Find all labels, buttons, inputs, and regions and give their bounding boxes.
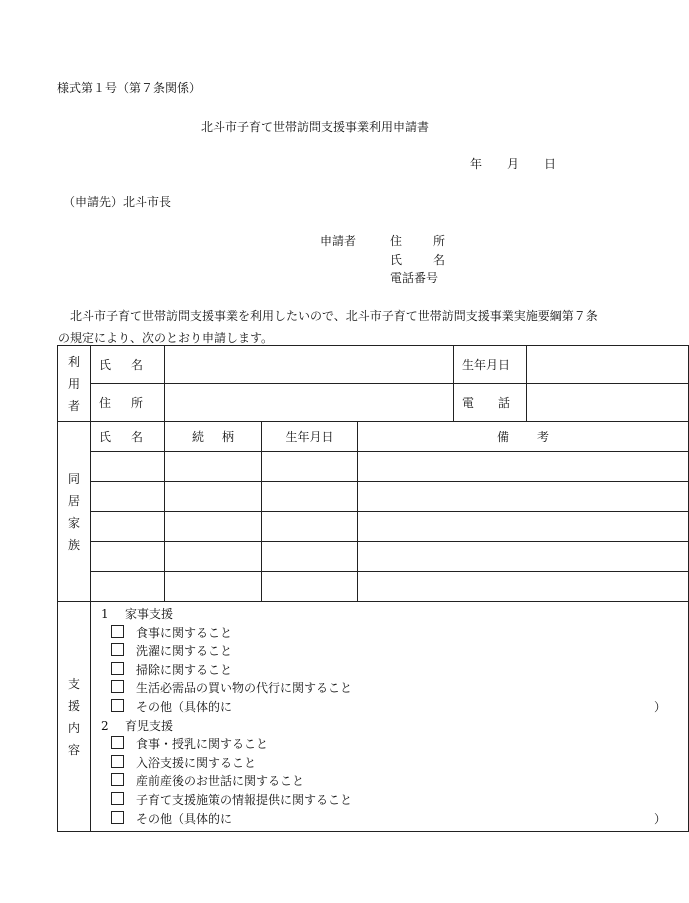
- family-header-remarks: 備 考: [358, 422, 689, 452]
- family-relation-cell[interactable]: [165, 512, 262, 542]
- user-phone-label: 電 話: [454, 384, 527, 422]
- user-section-label: 利 用 者: [58, 346, 91, 422]
- user-birth-label: 生年月日: [454, 346, 527, 384]
- user-name-field[interactable]: [165, 346, 454, 384]
- family-row: [58, 572, 689, 602]
- checkbox[interactable]: [111, 773, 124, 786]
- family-birth-cell[interactable]: [262, 572, 358, 602]
- family-name-cell[interactable]: [91, 482, 165, 512]
- family-header-relation: 続 柄: [165, 422, 262, 452]
- checkbox[interactable]: [111, 643, 124, 656]
- family-birth-cell[interactable]: [262, 452, 358, 482]
- support-item[interactable]: 洗濯に関すること: [91, 642, 688, 661]
- checkbox[interactable]: [111, 625, 124, 638]
- user-address-label: 住 所: [91, 384, 165, 422]
- family-remarks-cell[interactable]: [358, 452, 689, 482]
- user-phone-field[interactable]: [527, 384, 689, 422]
- date-line: [470, 158, 556, 170]
- applicant-phone-label: 電話番号: [390, 271, 439, 285]
- family-header-name: 氏 名: [91, 422, 165, 452]
- applicant-label: 申請者: [320, 234, 357, 248]
- family-birth-cell[interactable]: [262, 542, 358, 572]
- checkbox[interactable]: [111, 792, 124, 805]
- user-name-label: 氏 名: [91, 346, 165, 384]
- support-item-other[interactable]: その他（具体的に ）: [91, 698, 688, 717]
- family-name-cell[interactable]: [91, 512, 165, 542]
- date-month[interactable]: 月: [507, 157, 520, 171]
- checkbox[interactable]: [111, 699, 124, 712]
- family-row: [58, 482, 689, 512]
- support-content: [91, 602, 689, 832]
- checkbox[interactable]: [111, 755, 124, 768]
- family-relation-cell[interactable]: [165, 572, 262, 602]
- checkbox[interactable]: [111, 736, 124, 749]
- checkbox[interactable]: [111, 680, 124, 693]
- support-item[interactable]: 食事・授乳に関すること: [91, 735, 688, 754]
- family-remarks-cell[interactable]: [358, 542, 689, 572]
- applicant-address-label: 住 所: [390, 234, 445, 248]
- family-relation-cell[interactable]: [165, 482, 262, 512]
- support-category-housework: 1 家事支援: [101, 607, 174, 621]
- family-name-cell[interactable]: [91, 572, 165, 602]
- date-year[interactable]: 年: [470, 157, 483, 171]
- checkbox[interactable]: [111, 662, 124, 675]
- user-address-field[interactable]: [165, 384, 454, 422]
- document-title: 北斗市子育て世帯訪問支援事業利用申請書: [200, 120, 429, 134]
- application-table: [57, 345, 689, 832]
- support-item-other[interactable]: その他（具体的に ）: [91, 810, 688, 829]
- family-relation-cell[interactable]: [165, 452, 262, 482]
- support-item[interactable]: 掃除に関すること: [91, 661, 688, 680]
- family-remarks-cell[interactable]: [358, 572, 689, 602]
- form-number: 様式第１号（第７条関係）: [57, 81, 202, 95]
- family-birth-cell[interactable]: [262, 512, 358, 542]
- date-day[interactable]: 日: [544, 157, 557, 171]
- family-remarks-cell[interactable]: [358, 512, 689, 542]
- family-remarks-cell[interactable]: [358, 482, 689, 512]
- family-section-label: 同 居 家 族: [58, 422, 91, 602]
- user-birth-field[interactable]: [527, 346, 689, 384]
- family-row: [58, 452, 689, 482]
- family-name-cell[interactable]: [91, 452, 165, 482]
- family-relation-cell[interactable]: [165, 542, 262, 572]
- support-section-label: 支 援 内 容: [58, 602, 91, 832]
- family-row: [58, 542, 689, 572]
- family-header-birth: 生年月日: [262, 422, 358, 452]
- checkbox[interactable]: [111, 811, 124, 824]
- support-item[interactable]: 入浴支援に関すること: [91, 754, 688, 773]
- support-item[interactable]: 産前産後のお世話に関すること: [91, 772, 688, 791]
- family-row: [58, 512, 689, 542]
- intro-text: 北斗市子育て世帯訪問支援事業を利用したいので、北斗市子育て世帯訪問支援事業実施要綱第７条の規定により、次のとおり申請します。: [58, 309, 598, 345]
- applicant-name-label: 氏 名: [390, 253, 445, 267]
- support-item[interactable]: 生活必需品の買い物の代行に関すること: [91, 679, 688, 698]
- family-name-cell[interactable]: [91, 542, 165, 572]
- support-category-childcare: 2 育児支援: [101, 718, 174, 733]
- recipient: （申請先）北斗市長: [63, 195, 172, 209]
- support-item[interactable]: 食事に関すること: [91, 624, 688, 643]
- support-item[interactable]: 子育て支援施策の情報提供に関すること: [91, 791, 688, 810]
- family-birth-cell[interactable]: [262, 482, 358, 512]
